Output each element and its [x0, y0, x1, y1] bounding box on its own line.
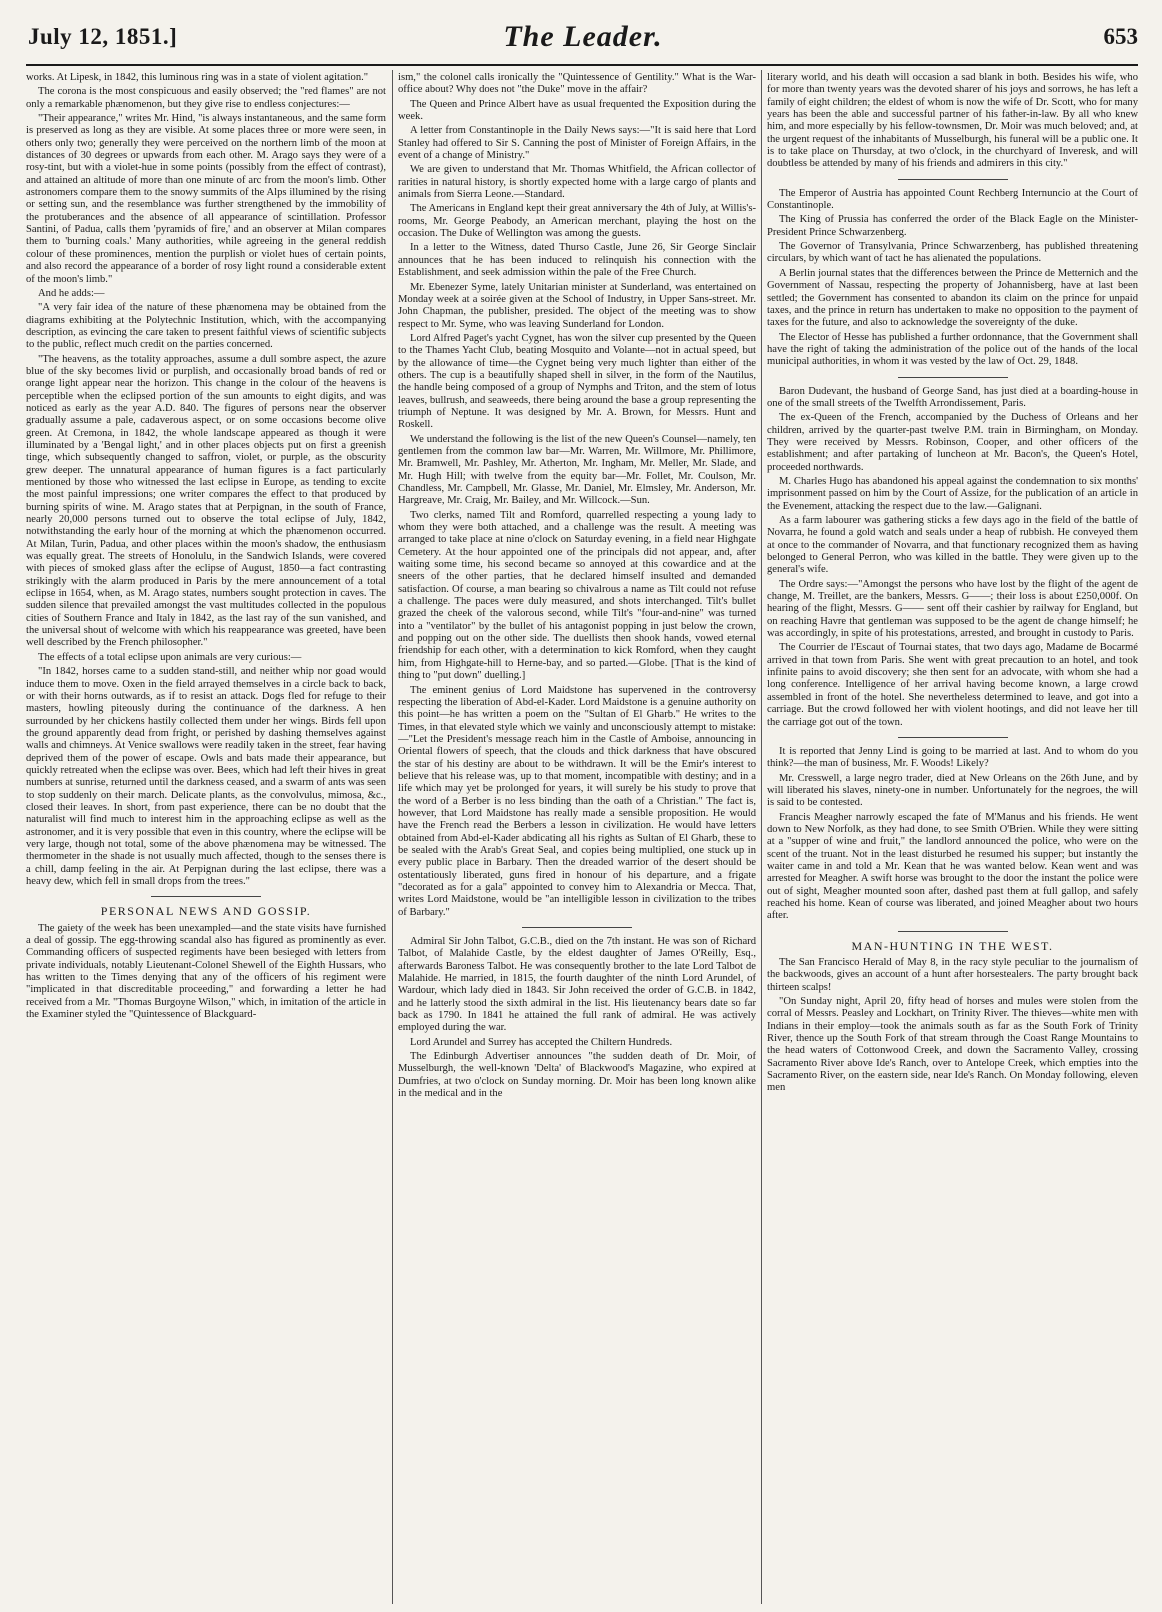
- section-rule: [151, 896, 261, 897]
- section-heading-man-hunting: MAN-HUNTING IN THE WEST.: [851, 938, 1054, 953]
- article-paragraph: The Governor of Transylvania, Prince Schwarzenberg, has published threatening circulars, by which want of tact he has alienated the populations.: [767, 241, 1138, 265]
- masthead-title: The Leader.: [503, 20, 663, 53]
- article-paragraph: We understand the following is the list of the new Queen's Counsel—namely, ten gentlemen from the common law bar—Mr. Warren, Mr. Willmore, Mr. Phillimore, Mr. Bramwell, Mr. Pashley, Mr. Atherton, Mr. Ingham, Mr. Meller, Mr. Slade, and Mr. Hugh Hill; with twelve from the equity bar—Mr. Follet, Mr. Coulson, Mr. Chandless, Mr. Campbell, Mr. Glasse, Mr. Daniel, Mr. Elmsley, Mr. Anderson, Mr. Hargreave, Mr. Craig, Mr. Bailey, and Mr. Willcock.—Sun.: [398, 433, 756, 507]
- section-rule: [898, 931, 1008, 932]
- article-paragraph: The Courrier de l'Escaut of Tournai states, that two days ago, Madame de Bocarmé arrived in that town from Paris. She went with great precaution to an hotel, and took infinite pains to avoid discovery; she then sent for an advocate, with whom she had a long conference. Intelligence of her arrival having become known, a large crowd assembled in front of the hotel. She nevertheless determined to leave, and got into a carriage. But the crowd followed her with violent hootings, and did not leave her till the carriage got out of the town.: [767, 642, 1138, 728]
- article-paragraph: A letter from Constantinople in the Daily News says:—"It is said here that Lord Stanley had offered to Sir S. Canning the post of Minister of Foreign Affairs, in the event of a change of Ministry.": [398, 125, 756, 162]
- article-paragraph: Lord Arundel and Surrey has accepted the Chiltern Hundreds.: [410, 1036, 673, 1048]
- column-divider: [392, 70, 393, 1604]
- article-paragraph: Lord Alfred Paget's yacht Cygnet, has won the silver cup presented by the Queen to the Thames Yacht Club, beating Mosquito and Volante—not in actual speed, but by the allowance of time—the Cygnet being very much lighter than either of the others. The cup is a beautifully shaped shell in silver, in the form of the Nautilus, the handle being composed of a group of Nymphs and Triton, and the stem of lotus leaves, bullrush, and seaweeds, there being around the base a group representing the triumph of Neptune. It was designed by Mr. A. Brown, for Messrs. Hunt and Roskell.: [398, 332, 756, 431]
- quoted-paragraph: "The heavens, as the totality approaches, assume a dull sombre aspect, the azure blue of the sky becomes livid or purplish, and occasionally broad bands of red or orange light appear near the horizon. This change in the colour of the heavens is perceptible when the eclipsed portion of the sun amounts to eight digits, and was noticed as early as the year A.D. 840. The figures of persons near the observer gradually assume a pale, cadaverous aspect, or on some occasions become olive green. At Cremona, in 1842, the whole landscape appeared as though it were illuminated by a 'Bengal light,' and in other places objects put on first a greenish tinge, which subsequently changed to saffron, violet, or purple, as the obscurity grew deeper. The unnatural appearance of human figures is a fact particularly mentioned by those who witnessed the last eclipse in Europe, as tending to excite the most painful impressions; one writer compares the effect to that produced by burning spirits of wine. M. Arago states that at Perpignan, in the south of France, nearly 20,000 persons turned out to observe the total eclipse of July, 1842, notwithstanding the early hour of the morning at which the phænomenon occurred. At Milan, Turin, Padua, and other places within the moon's shadow, the enthusiasm was equally great. The streets of Honolulu, in the Sandwich Islands, were covered with pieces of smoked glass after the eclipse of August, 1850—a fact contrasting strikingly with the alarm produced in Paris by the mere announcement of a total eclipse in 1654, when, as M. Arago states, numbers sought protection in caves. The sudden silence that prevailed amongst the vast multitudes collected in the populous cities of Southern France and Italy in 1842, as the last ray of the sun vanished, and the universal shout of welcome with which his reappearance was greeted, have been well described by the French philosopher.": [26, 353, 386, 649]
- quoted-paragraph: "In 1842, horses came to a sudden stand-still, and neither whip nor goad would induce them to move. Oxen in the field arrayed themselves in a circle back to back, or with their horns outwards, as if to resist an attack. Dogs fled for refuge to their masters, howling piteously during the continuance of the darkness. A hen surrounded by her chickens hastily collected them under her wings. Birds fell upon the ground apparently dead from fright, or perished by dashing themselves against walls and chimneys. At Venice swallows were readily taken in the street, fear having deprived them of the power of escape. Owls and bats made their appearance, but quickly retreated when the eclipse was over. Bees, which had left their hives in great numbers at sunrise, returned until the darkness ceased, and a swarm of ants was seen to stop suddenly on their march. Delicate plants, as the convolvulus, mimosa, &c., closed their leaves. In short, from past experience, there can be no doubt that the naturalist will find much to interest him in the approaching eclipse as well as the astronomer, and it is very possible that even in this country, where the eclipse will be very large, though not total, some of the above phænomena may be witnessed. The thermometer in the shade is not usually much affected, though to the senses there is a chill, damp feeling in the air. At Perpignan during the last eclipse, there was a heavy dew, which fell in small drops from the trees.": [26, 666, 386, 887]
- section-rule: [898, 737, 1008, 738]
- article-paragraph: works. At Lipesk, in 1842, this luminous ring was in a state of violent agitation.": [26, 72, 369, 83]
- article-paragraph: The Ordre says:—"Amongst the persons who have lost by the flight of the agent de change, M. Treillet, are the bankers, Messrs. G——; their loss is about £250,000f. On hearing of the flight, Messrs. G—— sent off their cashier by railway for England, but on reaching Havre that gentleman was supposed to be the agent de change himself; he was accordingly, in spite of his protestations, arrested, and brought in custody to Paris.: [767, 578, 1138, 640]
- article-paragraph: The Edinburgh Advertiser announces "the sudden death of Dr. Moir, of Musselburgh, the well-known 'Delta' of Blackwood's Magazine, who expired at Dumfries, at two o'clock on Sunday morning. Dr. Moir has been long known alike in the medical and in the: [398, 1051, 756, 1100]
- article-paragraph: The Americans in England kept their great anniversary the 4th of July, at Willis's-rooms, Mr. George Peabody, an American merchant, playing the host on the occasion. The Duke of Wellington was among the guests.: [398, 203, 756, 240]
- article-paragraph: The effects of a total eclipse upon animals are very curious:—: [38, 651, 302, 663]
- article-paragraph: The King of Prussia has conferred the order of the Black Eagle on the Minister-President Prince Schwarzenberg.: [767, 214, 1138, 238]
- article-paragraph: Admiral Sir John Talbot, G.C.B., died on the 7th instant. He was son of Richard Talbot, of Malahide Castle, by the eldest daughter of James O'Reilly, Esq., afterwards Baroness Talbot. He was consequently brother to the late Lord Talbot de Malahide. He married, in 1815, the fourth daughter of the ninth Lord Arundel, of Wardour, which lady died in 1843. Sir John received the order of G.C.B. in 1842, and he latterly stood the sixth admiral in the list. His lieutenancy bears date so far back as 1790. In 1841 he attained the full rank of admiral. He was actively employed during the war.: [398, 936, 756, 1034]
- article-paragraph: And he adds:—: [38, 287, 105, 299]
- article-paragraph: The corona is the most conspicuous and easily observed; the "red flames" are not only a remarkable phænomenon, but they give rise to endless conjectures:—: [26, 86, 386, 110]
- article-paragraph: It is reported that Jenny Lind is going to be married at last. And to whom do you think?—the man of business, Mr. F. Woods! Likely?: [767, 745, 1138, 770]
- header-rule: [26, 64, 1138, 66]
- article-paragraph: The ex-Queen of the French, accompanied by the Duchess of Orleans and her children, arrived by the quarter-past twelve P.M. train in Birmingham, on Monday. They were received by Messrs. Robinson, Cooper, and other officers of the establishment; and after partaking of luncheon at Mr. Bacon's, the Queen's Hotel, proceeded northwards.: [767, 412, 1138, 473]
- article-paragraph: The Emperor of Austria has appointed Count Rechberg Internuncio at the Court of Constantinople.: [767, 187, 1138, 212]
- column-3: [767, 72, 1138, 1604]
- section-rule: [898, 179, 1008, 180]
- article-paragraph: Mr. Ebenezer Syme, lately Unitarian minister at Sunderland, was entertained on Monday week at a soirée given at the School of Industry, in Upper Sans-street. Mr. John Chapman, the publisher, presided. The object of the meeting was to show respect to Mr. Syme, who was leaving Sunderland for London.: [398, 281, 756, 330]
- article-paragraph: The gaiety of the week has been unexampled—and the state visits have furnished a deal of gossip. The egg-throwing scandal also has figured as prominently as ever. Commanding officers of suspected regiments have been besieged with letters from private individuals, notably Lieutenant-Colonel Shewell of the Eighth Hussars, who has written to the Times denying that any of the officers of his regiment were "implicated in that discreditable proceeding," and forwarding a letter he had received from a Mr. "Thomas Burgoyne Wilson," which, in imitation of the article in the Examiner styled the "Quintessence of Blackguard-: [26, 922, 386, 1021]
- section-heading-personal-news: PERSONAL NEWS AND GOSSIP.: [100, 904, 312, 919]
- quoted-paragraph: "Their appearance," writes Mr. Hind, "is always instantaneous, and the same form is preserved as long as they are visible. At some places three or more were seen, in others only two; generally they were perceived on the northern limb of the moon at distances of 30 degrees or upwards from each other. M. Arago says they were of a rosy-tint, but with a violet-hue in some points (possibly from the effect of contrast), and attained an altitude of more than one minute of arc from the moon's limb. Other astronomers compare them to the snowy summits of the Alps illumined by the rising or setting sun, and the resemblance was further strengthened by the immobility of the protuberances and the absence of all appearance of scintillation. Professor Santini, of Padua, calls them 'pyramids of fire,' and an observer at Milan compares them to 'burning coals.' Many authorities, while agreeing in the general reddish colour of these prominences, mention the purplish or violet hues of certain points, and also record the appearance of a border of rosy light round a considerable extent of the moon's limb.": [26, 113, 386, 285]
- article-paragraph: Francis Meagher narrowly escaped the fate of M'Manus and his friends. He went down to New Norfolk, as they had done, to see Smith O'Brien. While they were sitting at a "supper of wine and fruit," the landlord announced the police, who were on the scent of the truant. Not in the least disturbed he resumed his supper; but instantly the waiter came in and told a Mr. Kean that he was wanted below. Kean went and was arrested for Meagher. A swift horse was brought to the door the instant the police were out of sight, Meagher mounted soon after, dashed past them at full gallop, and safely reached his home. Kean of course was liberated, and joined Meagher about two hours after.: [767, 811, 1138, 922]
- article-paragraph: Two clerks, named Tilt and Romford, quarrelled respecting a young lady to whom they were both attached, and a challenge was the result. A meeting was arranged to take place at nine o'clock on Saturday evening, in a field near Highgate Cemetery. At the hour appointed one of the principals did not appear, and, after waiting some time, his second became so annoyed at this cowardice and at the sneers of the other parties, that he declared himself insulted and demanded satisfaction. Of course, a man bearing so chivalrous a name as Tilt could not refuse a challenge. The paces were duly measured, and shots interchanged. Tilt's bullet grazed the cheek of the valorous second, while Tilt's "four-and-nine" was turned into a "ventilator" by the bullet of his antagonist popping in just below the crown, and popping out on the other side. The duellists then shook hands, vowed eternal friendship for each other, with a determination to kick Romford, when they caught him, from Highgate-hill to Herne-bay, and so parted.—Globe. [That is the kind of thing to "put down" duelling.]: [398, 509, 756, 682]
- article-paragraph: The Elector of Hesse has published a further ordonnance, that the Government shall have the right of taking the administration of the police out of the hands of the local municipal authorities, in whom it was vested by the law of Oct. 29, 1848.: [767, 331, 1138, 368]
- page-number: 653: [1103, 24, 1138, 49]
- article-paragraph: Mr. Cresswell, a large negro trader, died at New Orleans on the 26th June, and by will liberated his slaves, ninety-one in number. Unfortunately for the negroes, the will is said to be contested.: [767, 772, 1138, 809]
- quoted-paragraph: "On Sunday night, April 20, fifty head of horses and mules were stolen from the corral of Messrs. Peasley and Lockhart, on Trinity River. The thieves—white men with Indians in their employ—took the animals south as far as the South Fork of Trinity River, thence up the South Fork of that stream through the Coast Range Mountains to the head waters of Cottonwood Creek, and down the Sacramento Valley, crossing Sacramento River above Ide's Ranch, over to Antelope Creek, which empties into the Sacramento River, on the eastern side, near Ide's Ranch. On Monday following, eleven men: [767, 996, 1138, 1094]
- article-paragraph: The San Francisco Herald of May 8, in the racy style peculiar to the journalism of the backwoods, gives an account of a hunt after horsestealers. The party brought back thirteen scalps!: [767, 957, 1138, 993]
- article-paragraph: We are given to understand that Mr. Thomas Whitfield, the African collector of rarities in natural history, is shortly expected home with a large cargo of plants and animals from Sierra Leone.—Standard.: [398, 164, 756, 201]
- column-2: [398, 72, 756, 1604]
- page-header: [28, 18, 1138, 58]
- section-rule: [522, 927, 632, 928]
- article-paragraph: In a letter to the Witness, dated Thurso Castle, June 26, Sir George Sinclair announces that he has been induced to relinquish his connection with the Establishment, and seek admission within the pale of the Free Church.: [398, 242, 756, 279]
- article-paragraph: ism," the colonel calls ironically the "Quintessence of Gentility." What is the War-office about? Why does not "the Duke" move in the affair?: [398, 72, 756, 96]
- column-divider: [761, 70, 762, 1604]
- article-paragraph: Baron Dudevant, the husband of George Sand, has just died at a boarding-house in one of the small streets of the Twelfth Arrondissement, Paris.: [767, 385, 1138, 409]
- column-1: [26, 72, 386, 1604]
- article-paragraph: The eminent genius of Lord Maidstone has supervened in the controversy respecting the liberation of Abd-el-Kader. Lord Maidstone is a genuine authority on this point—he has written a poem on the "Sultan of El Gharb." He writes to the Times, in that elevated style which we vainly and unconsciously attempt to mistake:—"Let the President's message reach him in the Castle of Amboise, announcing in Oriental flowers of speech, that the clouds and thick darkness that have obscured the star of his destiny are about to be withdrawn. It will be the Emir's interest to believe that his release was, up to that moment, incompatible with destiny; and in a life which may yet be prolonged for years, it will surely be his study to prove that the word of a Berber is no less binding than the oath of a Christian." The fact is, however, that Lord Maidstone has really made a sensible proposition. He would have the French read the Berbers a lesson in civilization. He would have letters obtained from Abd-el-Kader abdicating all his rights as Sultan of El Gharb, these to be sealed with the Arab's Great Seal, and copies being multiplied, one stuck up in every public place in Barbary. Then the dreaded warrior of the desert should be ostentatiously liberated, guns fired in honour of his departure, and a frigate "decorated as for a gala" appointed to convey him to Alexandria or Mecca. That, writes Lord Maidstone, would be "an intelligible lesson in civilization to the tribes of Barbary.": [398, 684, 756, 918]
- article-paragraph: literary world, and his death will occasion a sad blank in both. Besides his wife, who for more than twenty years was the devoted sharer of his joys and sorrows, he has left a family of eight children; the eldest of whom is now the wife of Dr. Scott, who for many years has been the able and successful partner of his father-in-law. By all who knew him, and more especially by his fellow-townsmen, Dr. Moir was much beloved; and, at the urgent request of the inhabitants of Musselburgh, his funeral will be a public one. It is to take place on Thursday, at two o'clock, in the churchyard of Inveresk, and will doubtless be attended by many of his friends and admirers in this city.": [767, 72, 1138, 170]
- issue-date: July 12, 1851.]: [28, 24, 178, 49]
- article-paragraph: M. Charles Hugo has abandoned his appeal against the condemnation to six months' imprisonment passed on him by the Court of Assize, for the publication of an article in the Evenement, attacking the respect due to the law.—Galignani.: [767, 475, 1138, 512]
- quoted-paragraph: "A very fair idea of the nature of these phænomena may be obtained from the diagrams exhibiting at the Polytechnic Institution, which, with the accompanying description, as evincing the care taken to present faithful views of scientific subjects to the public, reflect much credit on the parties concerned.: [26, 302, 386, 351]
- section-rule: [898, 377, 1008, 378]
- article-paragraph: As a farm labourer was gathering sticks a few days ago in the field of the battle of Novarra, he found a gold watch and seals under a heap of rubbish. He conveyed them at once to the commander of Novarra, and that functionary recognized them as having belonged to General Perron, who was killed in the battle. They were given up to the general's wife.: [767, 515, 1138, 576]
- article-paragraph: The Queen and Prince Albert have as usual frequented the Exposition during the week.: [398, 98, 756, 123]
- article-paragraph: A Berlin journal states that the differences between the Prince de Metternich and the Government of Nassau, respecting the property of Johannisberg, have at last been settled; the Government has consented to abandon its claim on the prince for unpaid taxes, and the prince in return has undertaken to make no opposition to the payment of taxes for the future, and also to acknowledge the sovereignty of the duke.: [767, 267, 1138, 329]
